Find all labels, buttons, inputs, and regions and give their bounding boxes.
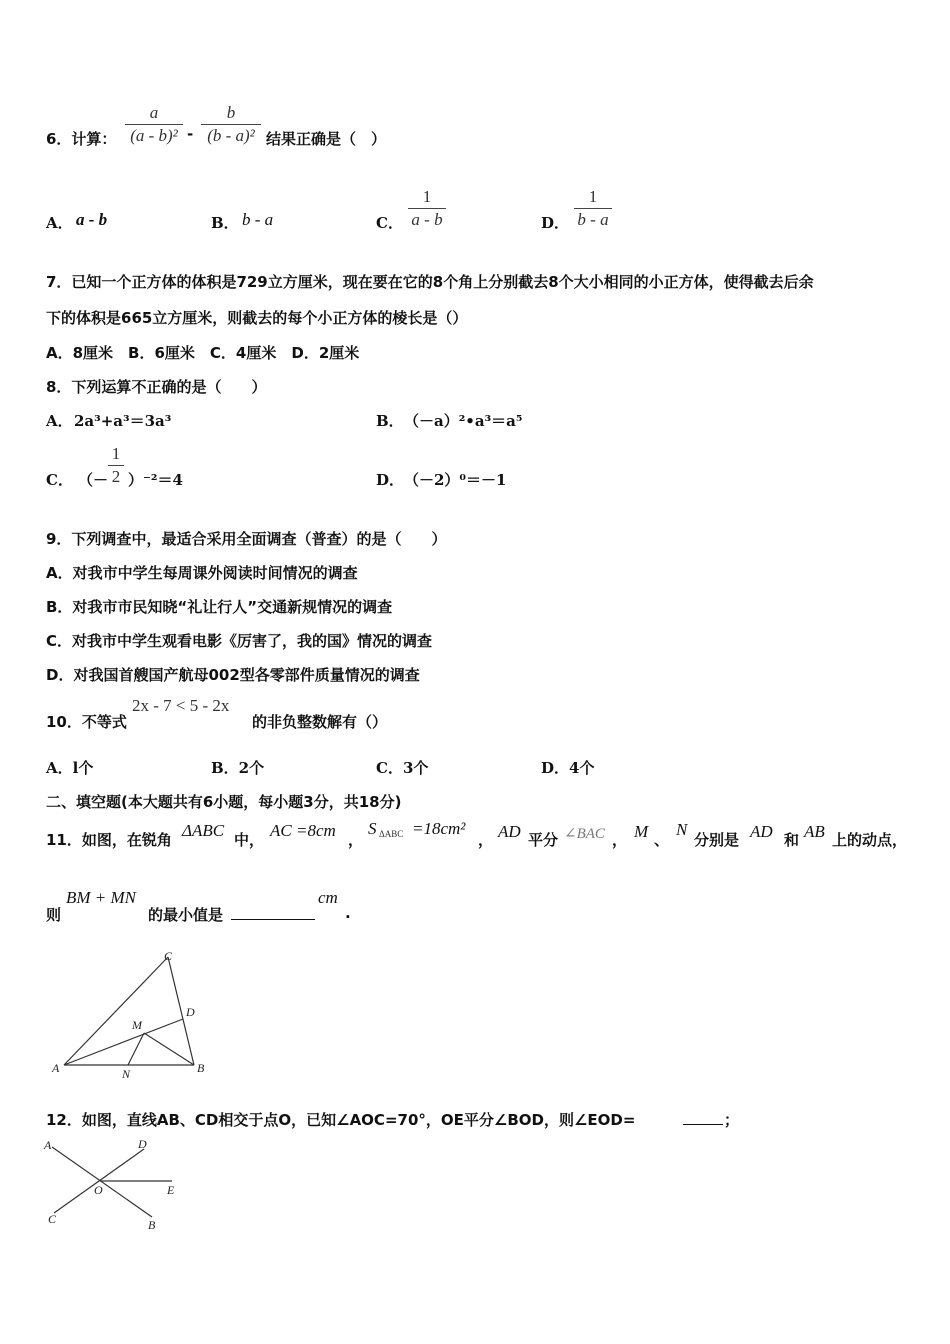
q11-bisector-ad — [64, 1019, 183, 1065]
q8-option-c-post: ）⁻²＝4 — [128, 471, 183, 489]
q11-comma-3: ， — [612, 831, 628, 849]
q11-comma-2: ， — [478, 831, 494, 849]
q11-point-n: N — [676, 820, 688, 839]
q10-option-c: C．3个 — [376, 759, 429, 777]
q6-option-b-label: B． — [211, 214, 239, 232]
q11-ac-length: AC =8cm — [270, 821, 336, 840]
section-2-heading: 二、填空题(本大题共有6小题，每小题3分，共18分) — [46, 793, 402, 811]
q6-fraction-2 — [199, 102, 263, 147]
q11-label-c: C — [164, 949, 173, 963]
q11-triangle: ΔABC — [182, 821, 225, 840]
q9-option-b: B．对我市市民知晓“礼让行人”交通新规情况的调查 — [46, 598, 393, 616]
q11-text-4: 和 — [784, 831, 800, 849]
q11-text-1: 中， — [234, 831, 265, 849]
q8-option-d-label: D． — [376, 471, 405, 489]
q8-option-c-fraction — [106, 443, 126, 488]
q11-triangle-figure — [40, 945, 230, 1085]
q11-area-subscript: ΔABC — [379, 829, 404, 839]
q11-unit: cm — [318, 888, 338, 907]
q6-option-d-denominator: b - a — [577, 210, 609, 229]
q11-area-symbol: S — [368, 819, 377, 838]
q6-option-c-fraction — [406, 186, 448, 231]
q7-options: A．8厘米 B．6厘米 C．4厘米 D．2厘米 — [46, 344, 360, 362]
q11-label-a: A — [52, 1061, 60, 1075]
q8-option-d-text: （－2）⁰＝－1 — [404, 471, 507, 489]
q11-angle-bac: ∠BAC — [564, 826, 605, 842]
q11-prefix: 11．如图，在锐角 — [46, 831, 172, 849]
q11-ab: AB — [804, 822, 825, 841]
q11-side-ac — [64, 957, 168, 1065]
q6-prefix: 6．计算： — [46, 130, 117, 148]
q12-line-ab — [52, 1147, 152, 1217]
q11-expression: BM + MN — [66, 888, 137, 907]
q8-option-c-pre: （－ — [78, 471, 109, 489]
q6-option-a-value: a - b — [76, 210, 108, 229]
q8-option-c-label: C． — [46, 471, 73, 489]
q6-frac1-denominator: (a - b)² — [130, 126, 178, 145]
q12-tail: ； — [724, 1111, 740, 1129]
q11-point-m: M — [634, 822, 649, 841]
q8-option-b-text: （－a）²•a³＝a⁵ — [404, 412, 523, 430]
q8-option-a-text: 2a³+a³＝3a³ — [74, 412, 172, 430]
q12-lines-figure — [40, 1135, 190, 1235]
q12-label-c: C — [48, 1212, 57, 1226]
q6-option-c-denominator: a - b — [411, 210, 443, 229]
q9-stem: 9．下列调查中，最适合采用全面调查（普查）的是（ ） — [46, 530, 447, 548]
q6-option-a-label: A． — [46, 214, 73, 232]
q10-option-d: D．4个 — [541, 759, 595, 777]
q8-option-a-label: A． — [46, 412, 73, 430]
q6-option-c-numerator: 1 — [422, 187, 432, 206]
q11-separator: 、 — [654, 831, 670, 849]
q7-line1: 7．已知一个正方体的体积是729立方厘米，现在要在它的8个角上分别截去8个大小相同的小正方体，使得截去后余 — [46, 273, 814, 291]
q6-fraction-1 — [123, 102, 185, 147]
q6-option-d-fraction — [572, 186, 614, 231]
q8-option-c-numerator: 1 — [111, 444, 121, 463]
q12-label-a: A — [44, 1138, 52, 1152]
q12-label-o: O — [94, 1183, 103, 1197]
q11-text-2: 平分 — [528, 831, 559, 849]
q9-option-d: D．对我国首艘国产航母002型各零部件质量情况的调查 — [46, 666, 420, 684]
q12-label-e: E — [167, 1183, 175, 1197]
q12-answer-blank[interactable] — [683, 1108, 723, 1125]
q11-period: . — [345, 904, 351, 922]
q11-label-b: B — [197, 1061, 205, 1075]
q11-ad-2: AD — [750, 822, 773, 841]
q7-line2: 下的体积是665立方厘米，则截去的每个小正方体的棱长是（） — [46, 309, 468, 327]
q10-prefix: 10．不等式 — [46, 713, 127, 731]
q12-text: 12．如图，直线AB、CD相交于点O，已知∠AOC=70°，OE平分∠BOD，则∠EOD= — [46, 1111, 636, 1129]
q6-option-b-value: b - a — [242, 210, 274, 229]
q8-stem: 8．下列运算不正确的是（ ） — [46, 378, 267, 396]
q8-option-c-denominator: 2 — [111, 467, 121, 486]
q12-label-b: B — [148, 1218, 156, 1232]
q6-option-d-label: D． — [541, 214, 570, 232]
q6-option-c-label: C． — [376, 214, 403, 232]
q6-frac2-numerator: b — [226, 103, 236, 122]
q11-line2-prefix: 则 — [46, 906, 62, 924]
q11-label-d: D — [186, 1005, 195, 1019]
q6-suffix: 结果正确是（ ） — [266, 130, 387, 148]
q6-option-d-numerator: 1 — [588, 187, 598, 206]
q6-frac2-denominator: (b - a)² — [207, 126, 255, 145]
q11-label-m: M — [132, 1018, 142, 1032]
q11-line2-mid: 的最小值是 — [148, 906, 224, 924]
q12-label-d: D — [138, 1137, 147, 1151]
q11-comma-1: ， — [348, 831, 364, 849]
q11-answer-blank[interactable] — [231, 902, 315, 920]
q10-option-a: A．l个 — [46, 759, 94, 777]
q11-label-n: N — [122, 1067, 131, 1081]
q10-inequality: 2x - 7 < 5 - 2x — [132, 696, 230, 715]
q11-area-value: =18cm² — [412, 819, 466, 838]
q8-option-b-label: B． — [376, 412, 404, 430]
q10-option-b: B．2个 — [211, 759, 265, 777]
q6-frac1-numerator: a — [149, 103, 159, 122]
q9-option-c: C．对我市中学生观看电影《厉害了，我的国》情况的调查 — [46, 632, 433, 650]
q11-ad: AD — [498, 822, 521, 841]
q11-segment-bm — [144, 1033, 194, 1065]
q9-option-a: A．对我市中学生每周课外阅读时间情况的调查 — [46, 564, 358, 582]
q10-suffix: 的非负整数解有（） — [252, 713, 388, 731]
q11-text-3: 分别是 — [694, 831, 740, 849]
q6-minus: - — [187, 125, 194, 143]
q11-text-5: 上的动点， — [832, 831, 908, 849]
